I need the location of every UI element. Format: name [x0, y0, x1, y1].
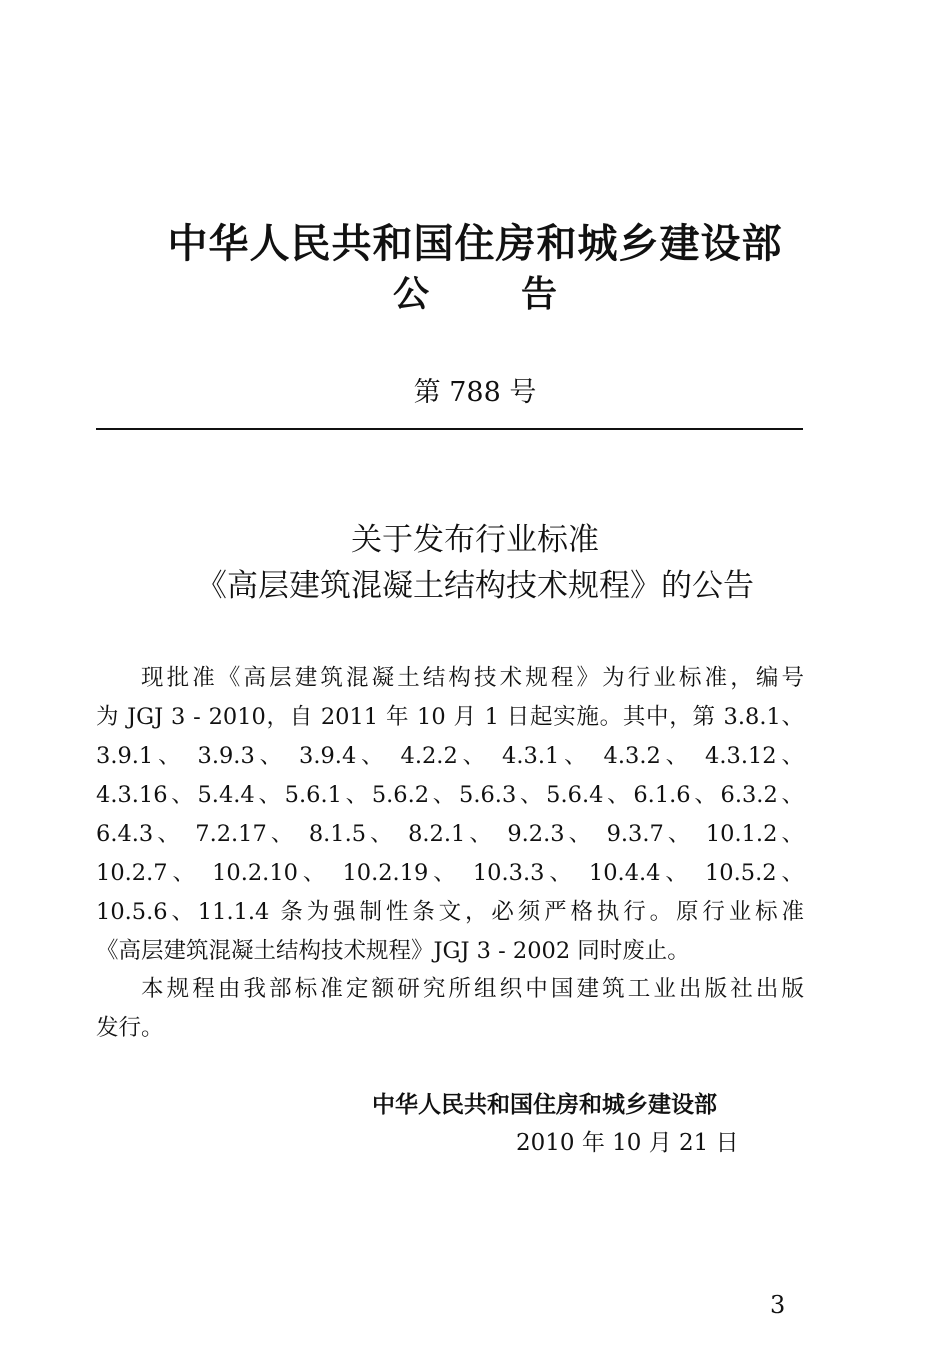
announcement-title-line-2: 《高层建筑混凝土结构技术规程》的公告: [196, 568, 754, 604]
body-line-5: 6.4.3、 7.2.17、 8.1.5、 8.2.1、 9.2.3、 9.3.7、 10.1.2、: [96, 821, 804, 847]
bulletin-char-1: 公: [392, 274, 429, 315]
body-line-1: 现批准《高层建筑混凝土结构技术规程》为行业标准，编号: [141, 665, 804, 691]
header-divider: [96, 428, 803, 430]
body-line-3: 3.9.1、 3.9.3、 3.9.4、 4.2.2、 4.3.1、 4.3.2、 4.3.12、: [96, 743, 804, 769]
body-line-10: 发行。: [96, 1015, 164, 1041]
announcement-title-line-1: 关于发布行业标准: [351, 522, 599, 558]
body-line-6: 10.2.7、 10.2.10、 10.2.19、 10.3.3、 10.4.4、 10.5.2、: [96, 860, 804, 886]
body-line-4: 4.3.16、5.4.4、5.6.1、5.6.2、5.6.3、5.6.4、6.1.6、6.3.2、: [96, 782, 804, 808]
body-line-7: 10.5.6、11.1.4 条为强制性条文，必须严格执行。原行业标准: [96, 899, 804, 925]
signature-date: 2010 年 10 月 21 日: [516, 1130, 739, 1156]
body-line-8: 《高层建筑混凝土结构技术规程》JGJ 3 - 2002 同时废止。: [96, 938, 690, 964]
ministry-title: 中华人民共和国住房和城乡建设部: [167, 221, 783, 267]
page-number: 3: [770, 1291, 786, 1319]
body-line-9: 本规程由我部标准定额研究所组织中国建筑工业出版社出版: [141, 976, 804, 1002]
body-line-2: 为 JGJ 3 - 2010，自 2011 年 10 月 1 日起实施。其中，第 3.8.1、: [96, 704, 804, 730]
bulletin-number: 第 788 号: [413, 377, 537, 408]
bulletin-char-2: 告: [521, 274, 558, 315]
bulletin-heading: [0, 266, 950, 317]
signature-organization: 中华人民共和国住房和城乡建设部: [372, 1092, 717, 1118]
